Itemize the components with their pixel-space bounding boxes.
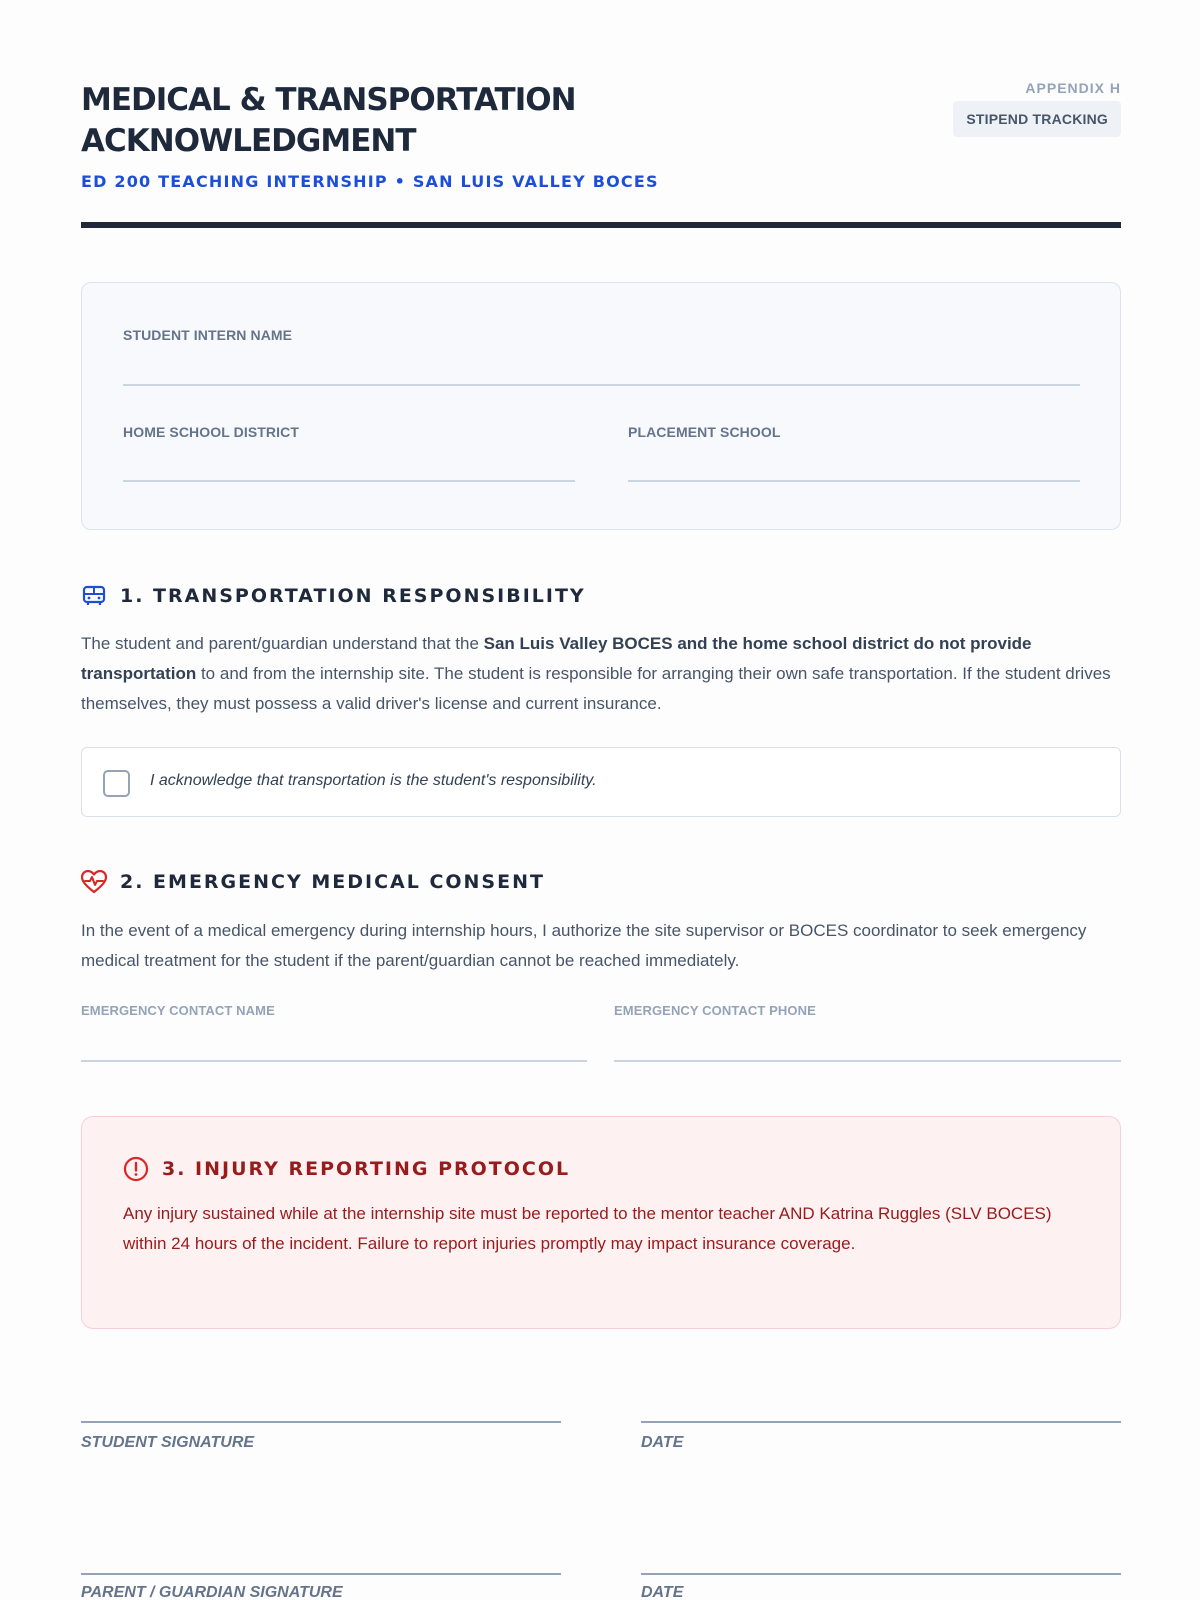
- medical-title: 2. EMERGENCY MEDICAL CONSENT: [120, 871, 545, 893]
- emergency-contact-phone-input[interactable]: [614, 1023, 1121, 1053]
- home-district-label: HOME SCHOOL DISTRICT: [123, 424, 299, 440]
- form-header: [81, 80, 1121, 230]
- emergency-contact-name-field[interactable]: [81, 1003, 587, 1063]
- stipend-tracking-badge: STIPEND TRACKING: [953, 101, 1121, 137]
- emergency-contact-name-input[interactable]: [81, 1023, 587, 1053]
- transportation-paragraph: [81, 629, 1121, 719]
- placement-school-input[interactable]: [628, 446, 1080, 476]
- emergency-contact-name-underline: [81, 1060, 587, 1062]
- parent-signature-label: PARENT / GUARDIAN SIGNATURE: [81, 1584, 343, 1600]
- page-title: [81, 80, 721, 162]
- form-page: [81, 0, 1121, 1600]
- student-name-field[interactable]: [123, 327, 1080, 387]
- placement-school-underline: [628, 480, 1080, 482]
- injury-title: 3. INJURY REPORTING PROTOCOL: [162, 1158, 571, 1180]
- transportation-title: 1. TRANSPORTATION RESPONSIBILITY: [120, 585, 586, 607]
- student-name-input[interactable]: [123, 349, 1080, 379]
- transportation-ack-checkbox[interactable]: [103, 770, 130, 797]
- student-info-box: [81, 282, 1121, 530]
- home-district-underline: [123, 480, 575, 482]
- placement-school-field[interactable]: [628, 424, 1080, 484]
- bus-icon: [81, 583, 107, 609]
- home-district-input[interactable]: [123, 446, 575, 476]
- transportation-ack-text: I acknowledge that transportation is the student's responsibility.: [150, 772, 597, 789]
- student-date-label: DATE: [641, 1434, 684, 1451]
- injury-paragraph: Any injury sustained while at the internship site must be reported to the mentor teacher AND Katrina Ruggles (SLV BOCES) within 24 hours of the incident. Failure to report injuries promptly may impact insurance coverage.: [123, 1204, 1052, 1253]
- emergency-contact-phone-field[interactable]: [614, 1003, 1121, 1063]
- transportation-acknowledgment[interactable]: [81, 747, 1121, 817]
- parent-date-line[interactable]: [641, 1573, 1121, 1575]
- student-signature-label: STUDENT SIGNATURE: [81, 1434, 255, 1451]
- alert-circle-icon: [123, 1156, 149, 1182]
- title-line-2: ACKNOWLEDGMENT: [81, 123, 416, 159]
- heart-pulse-icon: [81, 869, 107, 895]
- parent-signature-line[interactable]: [81, 1573, 561, 1575]
- parent-date-label: DATE: [641, 1584, 684, 1600]
- transportation-heading: [81, 583, 586, 609]
- header-divider: [81, 222, 1121, 228]
- emergency-contact-phone-label: EMERGENCY CONTACT PHONE: [614, 1003, 816, 1018]
- placement-school-label: PLACEMENT SCHOOL: [628, 424, 781, 440]
- student-name-label: STUDENT INTERN NAME: [123, 327, 293, 343]
- medical-paragraph: In the event of a medical emergency during internship hours, I authorize the site supervisor or BOCES coordinator to seek emergency medical treatment for the student if the parent/guardian cannot be reached immediately.: [81, 921, 1087, 970]
- student-date-line[interactable]: [641, 1421, 1121, 1423]
- transportation-text-bold: San Luis Valley BOCES and the home school district do not provide transportation: [81, 634, 1032, 683]
- page-subtitle: ED 200 TEACHING INTERNSHIP • SAN LUIS VALLEY BOCES: [81, 172, 659, 191]
- title-line-1: MEDICAL & TRANSPORTATION: [81, 82, 576, 118]
- injury-protocol-box: [81, 1116, 1121, 1329]
- transportation-text-start: The student and parent/guardian understand that the: [81, 634, 484, 653]
- injury-heading: [123, 1156, 570, 1182]
- appendix-label: APPENDIX H: [1025, 80, 1121, 96]
- medical-heading: [81, 869, 545, 895]
- student-name-underline: [123, 384, 1080, 386]
- home-district-field[interactable]: [123, 424, 575, 484]
- student-signature-line[interactable]: [81, 1421, 561, 1423]
- emergency-contact-name-label: EMERGENCY CONTACT NAME: [81, 1003, 275, 1018]
- transportation-text-end: to and from the internship site. The student is responsible for arranging their own safe transportation. If the student drives themselves, they must possess a valid driver's license and current insurance.: [81, 664, 1111, 713]
- emergency-contact-phone-underline: [614, 1060, 1121, 1062]
